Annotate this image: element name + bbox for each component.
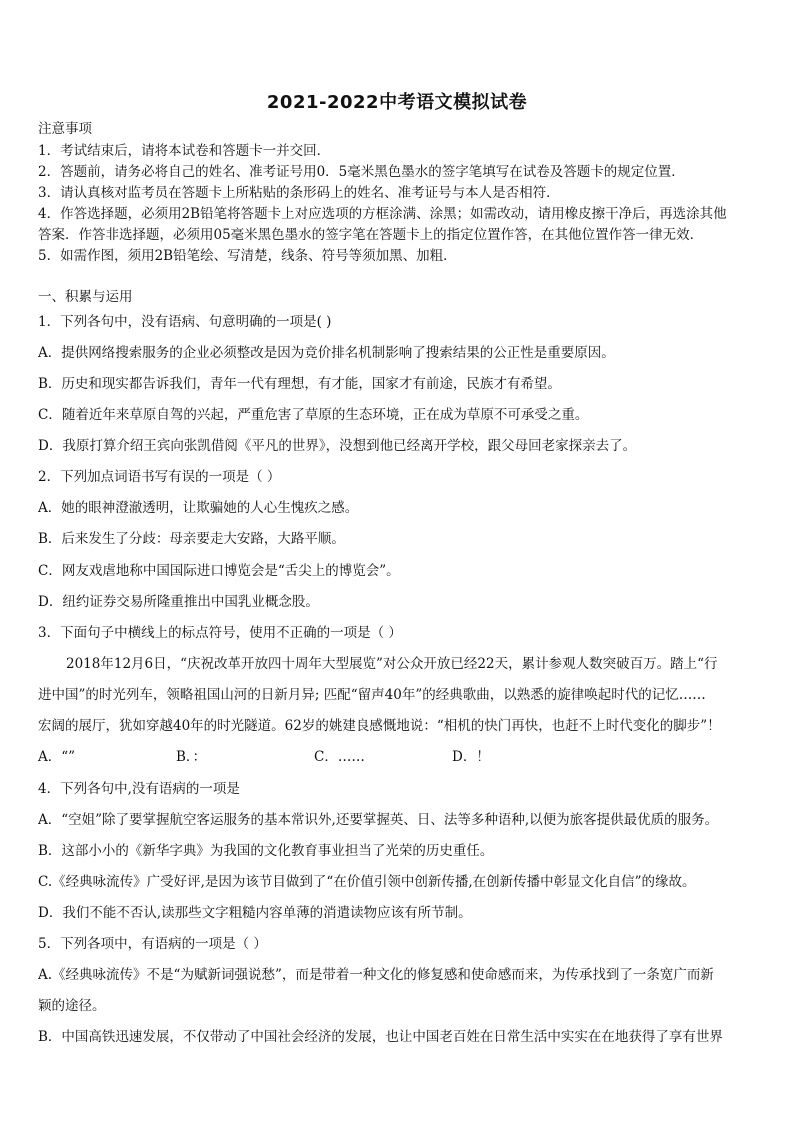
passage-line: 进中国”的时光列车，领略祖国山河的日新月异; 匹配“留声40年”的经典歌曲，以熟悉的旋律唤起时代的记忆…… [38, 687, 706, 703]
option-a: A．“” [38, 749, 76, 765]
option-d: D．！ [452, 749, 490, 765]
option-d: D．我原打算介绍王宾向张凯借阅《平凡的世界》，没想到他已经离开学校，跟父母回老家探亲去了。 [38, 438, 637, 454]
notice-heading: 注意事项 [38, 121, 92, 137]
option-a: A．提供网络搜索服务的企业必须整改是因为竞价排名机制影响了搜索结果的公正性是重要原因。 [38, 345, 615, 361]
option-d: D．我们不能不否认,读那些文字粗糙内容单薄的消遣读物应该有所节制。 [38, 905, 472, 921]
section-heading: 一、积累与运用 [38, 289, 133, 305]
question-stem: 4．下列各句中,没有语病的一项是 [38, 781, 240, 797]
option-c: C.《经典咏流传》广受好评,是因为该节目做到了“在价值引领中创新传播,在创新传播中彰显文化自信”的缘故。 [38, 874, 696, 890]
notice-item: 5．如需作图，须用2B铅笔绘、写清楚，线条、符号等须加黑、加粗． [38, 248, 457, 264]
option-b: B．这部小小的《新华字典》为我国的文化教育事业担当了光荣的历史重任。 [38, 843, 494, 859]
option-b: B．： [176, 749, 207, 765]
question-stem: 5．下列各项中，有语病的一项是（ ） [38, 936, 267, 952]
question-stem: 1．下列各句中，没有语病、句意明确的一项是( ) [38, 314, 332, 330]
notice-item: 答案．作答非选择题，必须用05毫米黑色墨水的签字笔在答题卡上的指定位置作答，在其他位置作答一律无效． [38, 227, 704, 243]
notice-item: 3．请认真核对监考员在答题卡上所粘贴的条形码上的姓名、准考证号与本人是否相符． [38, 185, 560, 201]
option-c: C．网友戏虐地称中国国际进口博览会是“舌尖上的博览会”。 [38, 563, 400, 579]
option-a: A．“空姐”除了要掌握航空客运服务的基本常识外,还要掌握英、日、法等多种语种,以便为旅客提供最优质的服务。 [38, 812, 719, 828]
notice-item: 1．考试结束后，请将本试卷和答题卡一并交回． [38, 143, 331, 159]
question-stem: 2．下列加点词语书写有误的一项是（ ） [38, 469, 281, 485]
passage-line: 宏阔的展厅，犹如穿越40年的时光隧道。62岁的姚建良感慨地说：“相机的快门再快，也赶不上时代变化的脚步”！ [38, 718, 721, 734]
option-c: C．…… [314, 749, 365, 765]
option-a: A.《经典咏流传》不是“为赋新词强说愁”，而是带着一种文化的修复感和使命感而来，为传承找到了一条宽广而新 [38, 967, 714, 983]
option-b: B．历史和现实都告诉我们，青年一代有理想，有才能，国家才有前途，民族才有希望。 [38, 376, 561, 392]
question-stem: 3．下面句子中横线上的标点符号，使用不正确的一项是（ ） [38, 625, 402, 641]
option-b: B．后来发生了分歧：母亲要走大安路，大路平顺。 [38, 531, 345, 547]
option-c: C．随着近年来草原自驾的兴起，严重危害了草原的生态环境，正在成为草原不可承受之重。 [38, 407, 589, 423]
option-b: B．中国高铁迅速发展，不仅带动了中国社会经济的发展，也让中国老百姓在日常生活中实实在在地获得了享有世界 [38, 1029, 723, 1045]
option-d: D．纽约证券交易所隆重推出中国乳业概念股。 [38, 594, 319, 610]
option-a: A．她的眼神澄澈透明，让欺骗她的人心生愧疚之感。 [38, 500, 359, 516]
option-a-continued: 颖的途径。 [38, 998, 106, 1014]
passage-line: 2018年12月6日，“庆祝改革开放四十周年大型展览”对公众开放已经22天，累计参观人数突破百万。踏上“行 [66, 656, 718, 672]
notice-item: 2．答题前，请务必将自己的姓名、准考证号用0．5毫米黑色墨水的签字笔填写在试卷及答题卡的规定位置． [38, 164, 685, 180]
notice-item: 4．作答选择题，必须用2B铅笔将答题卡上对应选项的方框涂满、涂黑；如需改动，请用橡皮擦干净后，再选涂其他 [38, 206, 727, 222]
exam-title: 2021-2022中考语文模拟试卷 [266, 92, 528, 113]
